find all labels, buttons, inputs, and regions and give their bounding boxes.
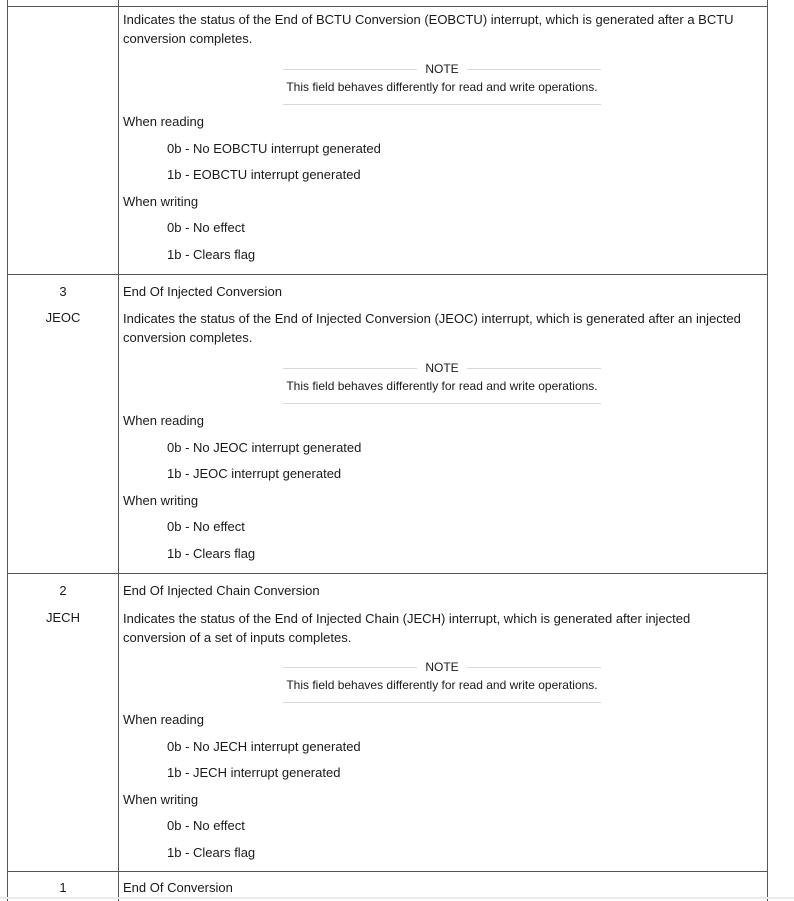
note-text: This field behaves differently for read and write operations. [286,379,598,393]
field-name: JEOC [45,310,81,325]
field-title: End Of Injected Chain Conversion [123,583,320,598]
writing-value: 0b - No effect [167,818,245,833]
writing-value: 1b - Clears flag [167,247,256,262]
note-text: This field behaves differently for read and write operations. [286,80,598,94]
writing-value: 1b - Clears flag [167,845,256,860]
table-row-jeoc [8,275,767,574]
reading-value: 0b - No JEOC interrupt generated [167,440,362,455]
note-header: NOTE [417,361,466,375]
register-field-table [7,0,768,901]
reading-value: 1b - JECH interrupt generated [167,765,341,780]
field-title: End Of Injected Conversion [123,284,282,299]
bit-field-cell [8,574,119,871]
writing-value: 0b - No effect [167,519,245,534]
note-header: NOTE [417,62,466,76]
bit-number: 1 [59,880,67,895]
field-title: End Of Conversion [123,880,233,895]
table-row-jech [8,574,767,872]
table-row-eobctu [8,0,767,275]
bit-field-cell [8,0,119,274]
reading-value: 0b - No EOBCTU interrupt generated [167,141,381,156]
note-text: This field behaves differently for read and write operations. [286,678,598,692]
reading-value: 1b - JEOC interrupt generated [167,466,342,481]
when-reading-label: When reading [123,712,204,727]
field-description: Indicates the status of the End of BCTU Conversion (EOBCTU) interrupt, which is generated after a BCTU conversion completes. [123,12,734,46]
field-description: Indicates the status of the End of Injected Chain (JECH) interrupt, which is generated after injected conversion of a set of inputs completes. [123,611,691,645]
when-writing-label: When writing [123,194,199,209]
writing-value: 0b - No effect [167,220,245,235]
field-description: Indicates the status of the End of Injected Conversion (JEOC) interrupt, which is generated after an injected conversion completes. [123,311,741,345]
field-name: JECH [46,610,80,625]
bit-number: 3 [59,284,67,299]
when-reading-label: When reading [123,413,204,428]
bit-field-cell [8,275,119,573]
when-reading-label: When reading [123,114,204,129]
reading-value: 0b - No JECH interrupt generated [167,739,361,754]
when-writing-label: When writing [123,493,199,508]
note-header: NOTE [417,660,466,674]
writing-value: 1b - Clears flag [167,546,256,561]
bit-number: 2 [59,583,67,598]
reading-value: 1b - EOBCTU interrupt generated [167,167,361,182]
when-writing-label: When writing [123,792,199,807]
